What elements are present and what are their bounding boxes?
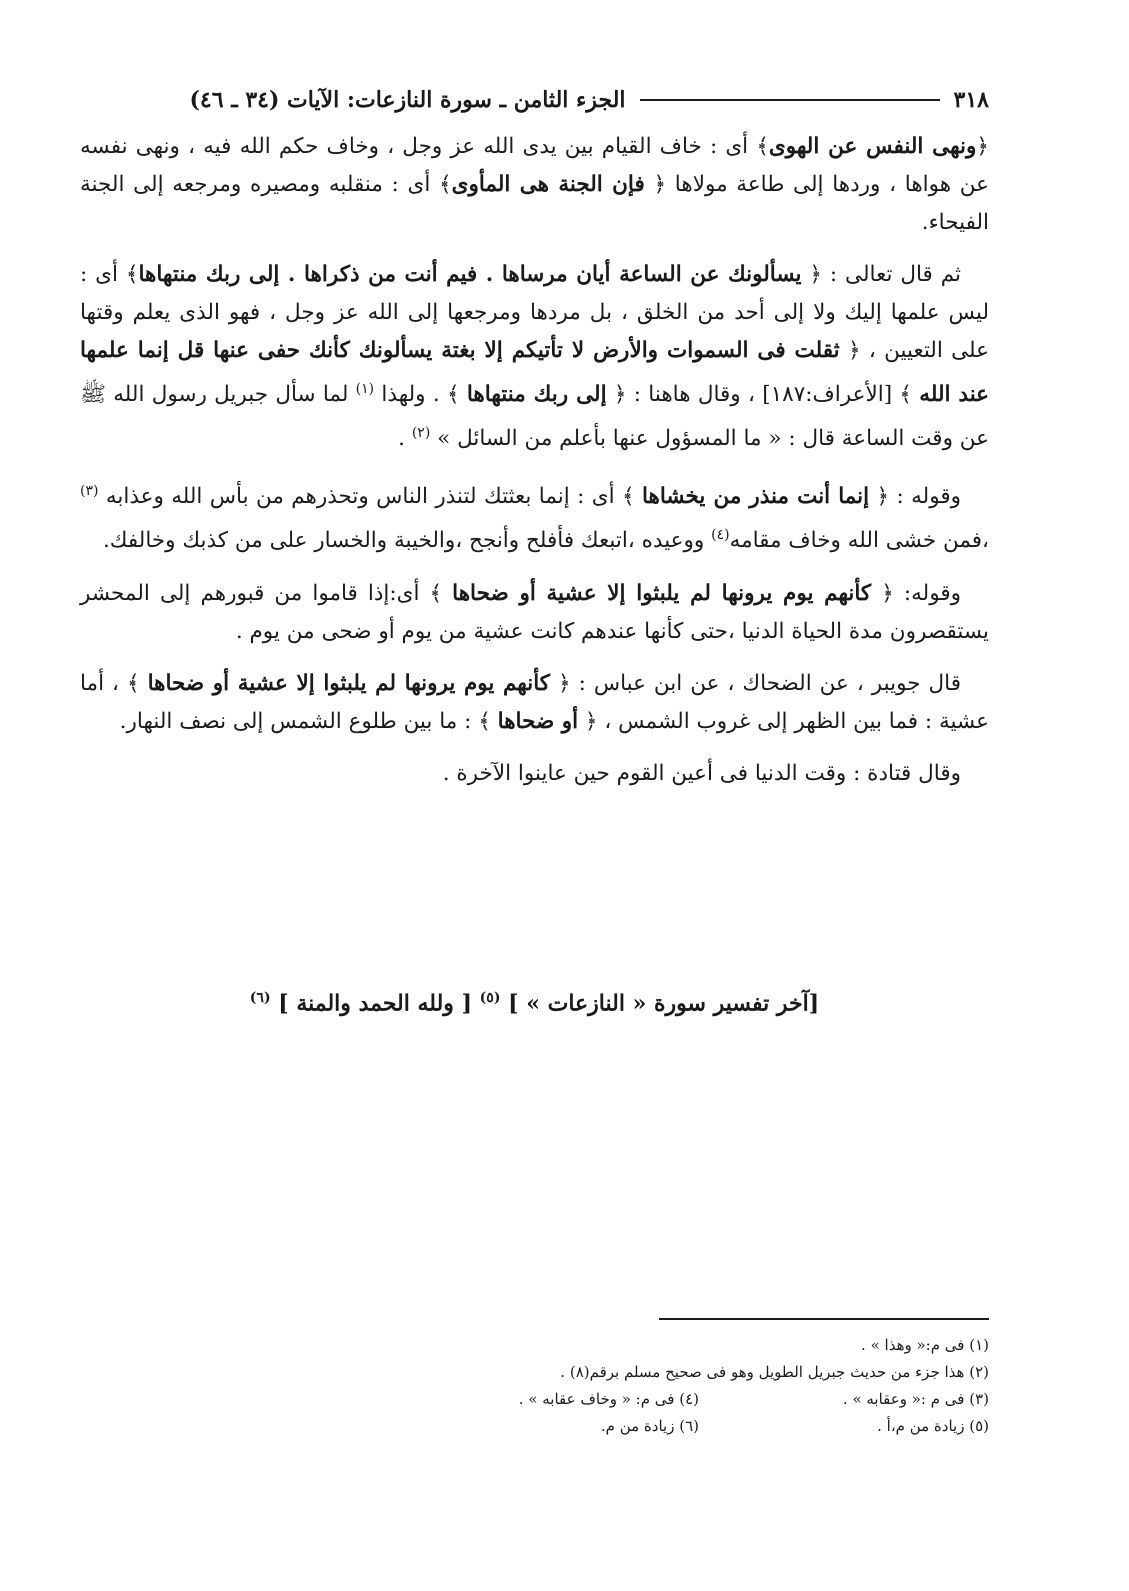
footnote-ref: (٣) bbox=[80, 483, 99, 500]
footnote: (١) فى م:« وهذا » . bbox=[861, 1336, 989, 1354]
paragraph-6 bbox=[80, 755, 989, 793]
footnote-ref: (١) bbox=[355, 381, 375, 397]
quran-quote: ثقلت فى السموات والأرض لا تأتيكم إلا بغتة يسألونك كأنك حفى عنها قل إنما علمها عند الله bbox=[80, 338, 990, 408]
header-rule bbox=[640, 99, 940, 101]
paragraph-text: أى : خاف القيام بين يدى الله عز وجل ، وخاف حكم الله فيه ، ونهى نفسه عن هواها ، وردها إلى طاعة مولاها bbox=[80, 134, 990, 197]
paragraph-text: ثم قال تعالى : bbox=[822, 262, 962, 287]
paragraph-text: لما سأل جبريل رسول الله ﷺ عن وقت الساعة قال : « ما المسؤول عنها بأعلم من السائل » bbox=[80, 382, 989, 452]
paragraph-text: وقوله : bbox=[889, 484, 962, 510]
paragraph-text: [الأعراف:١٨٧] ، وقال هاهنا : bbox=[626, 382, 900, 408]
quran-quote: إنما أنت منذر من يخشاها bbox=[641, 484, 870, 510]
footnote-divider bbox=[659, 1318, 989, 1320]
footnote: (٥) زيادة من م،أ . bbox=[877, 1417, 989, 1435]
paragraph-text: . bbox=[398, 426, 412, 452]
quran-quote: كأنهم يوم يرونها لم يلبثوا إلا عشية أو ضحاها bbox=[452, 580, 872, 606]
quran-quote: فإن الجنة هى المأوى bbox=[451, 172, 645, 197]
paragraph-3: وقوله : ﴿ إنما أنت منذر من يخشاها ﴾ أى : إنما بعثتك لتنذر الناس وتحذرهم من بأس الله وعذابه $^{(٣)}$ ،فمن خشى الله وخاف مقامه$^{(٤)}$ ووعيده ،اتبعك فأفلح وأنجح ،والخيبة والخسار على من كذبك وخالفك. bbox=[80, 483, 989, 554]
paragraph-text: : ما بين طلوع الشمس إلى نصف النهار. bbox=[119, 708, 479, 734]
quran-quote: يسألونك عن الساعة أيان مرساها . فيم أنت من ذكراها . إلى ربك منتهاها bbox=[138, 262, 802, 287]
paragraph-text: أى : منقلبه ومصيره ومرجعه إلى الجنة الفيحاء. bbox=[80, 172, 989, 235]
closing-text: [آخر تفسير سورة « النازعات » ] bbox=[508, 990, 820, 1017]
footnote: (٦) زيادة من م. bbox=[600, 1417, 699, 1435]
footnote-row bbox=[80, 1386, 989, 1413]
quran-quote: كأنهم يوم يرونها لم يلبثوا إلا عشية أو ضحاها bbox=[147, 670, 550, 696]
paragraph-text: ، أما عشية : فما بين الظهر إلى غروب الشمس ، bbox=[80, 670, 989, 734]
quran-quote: إلى ربك منتهاها bbox=[466, 382, 607, 408]
footnote: (٤) فى م: « وخاف عقابه » . bbox=[518, 1390, 699, 1408]
page-number: ٣١٨ bbox=[953, 87, 989, 113]
footnotes bbox=[80, 1332, 989, 1440]
paragraph-text: ووعيده ،اتبعك فأفلح وأنجح ،والخيبة والخسار على من كذبك وخالفك. bbox=[102, 528, 712, 554]
paragraph-2: ثم قال تعالى : ﴿ يسألونك عن الساعة أيان مرساها . فيم أنت من ذكراها . إلى ربك منتهاها﴾ أى : ليس علمها إليك ولا إلى أحد من الخلق ، بل مردها ومرجعها إلى الله عز وجل ، فهو الذى يعلم وقتها على التعيين ، ﴿ ثقلت فى السموات والأرض لا تأتيكم إلا بغتة يسألونك كأنك حفى عنها قل إنما علمها عند الله ﴾ [الأعراف:١٨٧] ، وقال هاهنا : ﴿ إلى ربك منتهاها ﴾ . ولهذا $^{(١)}$ لما سأل جبريل رسول الله ﷺ عن وقت الساعة قال : « ما المسؤول عنها بأعلم من السائل » $^{(٢)}$ . bbox=[80, 262, 990, 452]
main-text bbox=[80, 128, 989, 807]
paragraph-1: ﴿ونهى النفس عن الهوى﴾ أى : خاف القيام بين يدى الله عز وجل ، وخاف حكم الله فيه ، ونهى نفسه عن هواها ، وردها إلى طاعة مولاها ﴿ فإن الجنة هى المأوى﴾ أى : منقلبه ومصيره ومرجعه إلى الجنة الفيحاء. bbox=[80, 134, 990, 235]
paragraph-text: قال جويبر ، عن الضحاك ، عن ابن عباس : bbox=[570, 670, 961, 696]
running-title: الجزء الثامن ـ سورة النازعات: الآيات (٣٤ ـ ٤٦) bbox=[189, 87, 626, 113]
closing-text: [ ولله الحمد والمنة ] bbox=[278, 990, 472, 1017]
quran-quote: أو ضحاها bbox=[497, 708, 579, 734]
page-header bbox=[80, 80, 989, 120]
footnote: (٣) فى م :« وعقابه » . bbox=[842, 1390, 989, 1408]
paragraph-5: قال جويبر ، عن الضحاك ، عن ابن عباس : ﴿ كأنهم يوم يرونها لم يلبثوا إلا عشية أو ضحاها ﴾ ، أما عشية : فما بين الظهر إلى غروب الشمس ، ﴿ أو ضحاها ﴾ : ما بين طلوع الشمس إلى نصف النهار. bbox=[80, 670, 989, 734]
footnote-ref: (٥) bbox=[479, 990, 501, 1006]
footnote: (٢) هذا جزء من حديث جبريل الطويل وهو فى صحيح مسلم برقم(٨) . bbox=[560, 1363, 989, 1381]
paragraph-4: وقوله: ﴿ كأنهم يوم يرونها لم يلبثوا إلا عشية أو ضحاها ﴾ أى:إذا قاموا من قبورهم إلى المحشر يستقصرون مدة الحياة الدنيا ،حتى كأنها عندهم كانت عشية من يوم أو ضحى من يوم . bbox=[80, 580, 989, 644]
footnote-ref: (٢) bbox=[411, 425, 431, 442]
paragraph-text: وقوله: bbox=[893, 580, 961, 606]
paragraph-text: أى : إنما بعثتك لتنذر الناس وتحذرهم من بأس الله وعذابه bbox=[98, 484, 622, 510]
footnote-ref: (٦) bbox=[249, 990, 271, 1006]
paragraph-text: أى:إذا قاموا من قبورهم إلى المحشر يستقصرون مدة الحياة الدنيا ،حتى كأنها عندهم كانت عشية من يوم أو ضحى من يوم . bbox=[80, 580, 989, 644]
quran-quote: ونهى النفس عن الهوى bbox=[768, 134, 977, 159]
footnote-ref: (٤) bbox=[711, 527, 730, 544]
surah-closing-note bbox=[80, 990, 989, 1016]
paragraph-text: وقال قتادة : وقت الدنيا فى أعين القوم حين عاينوا الآخرة . bbox=[442, 760, 961, 786]
paragraph-text: ،فمن خشى الله وخاف مقامه bbox=[729, 528, 989, 554]
paragraph-text: أى : ليس علمها إليك ولا إلى أحد من الخلق ، بل مردها ومرجعها إلى الله عز وجل ، فهو الذى يعلم وقتها على التعيين ، bbox=[80, 262, 989, 363]
paragraph-text: . ولهذا bbox=[374, 382, 447, 408]
footnote-row bbox=[80, 1413, 989, 1440]
